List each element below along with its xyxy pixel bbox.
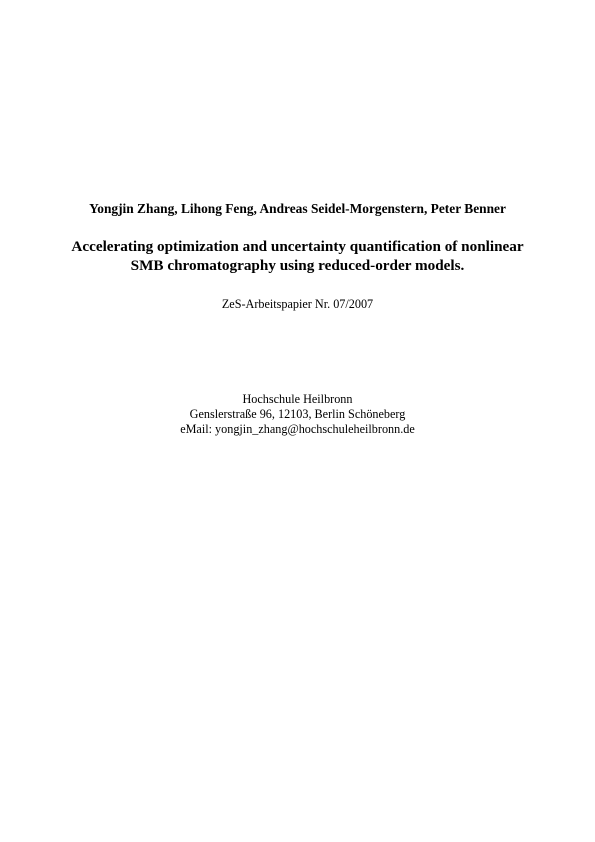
paper-title-line-1: Accelerating optimization and uncertainty quantification of nonlinear bbox=[71, 238, 524, 255]
street-address: Genslerstraße 96, 12103, Berlin Schöneberg bbox=[189, 407, 406, 421]
email-address: eMail: yongjin_zhang@hochschuleheilbronn.de bbox=[180, 422, 415, 436]
paper-title bbox=[0, 237, 595, 275]
institution-name: Hochschule Heilbronn bbox=[242, 392, 353, 406]
author-list: Yongjin Zhang, Lihong Feng, Andreas Seidel-Morgenstern, Peter Benner bbox=[89, 201, 506, 216]
paper-title-line-2: SMB chromatography using reduced-order models. bbox=[130, 257, 465, 274]
contact-address bbox=[0, 392, 595, 437]
working-paper-number: ZeS-Arbeitspapier Nr. 07/2007 bbox=[221, 297, 374, 311]
